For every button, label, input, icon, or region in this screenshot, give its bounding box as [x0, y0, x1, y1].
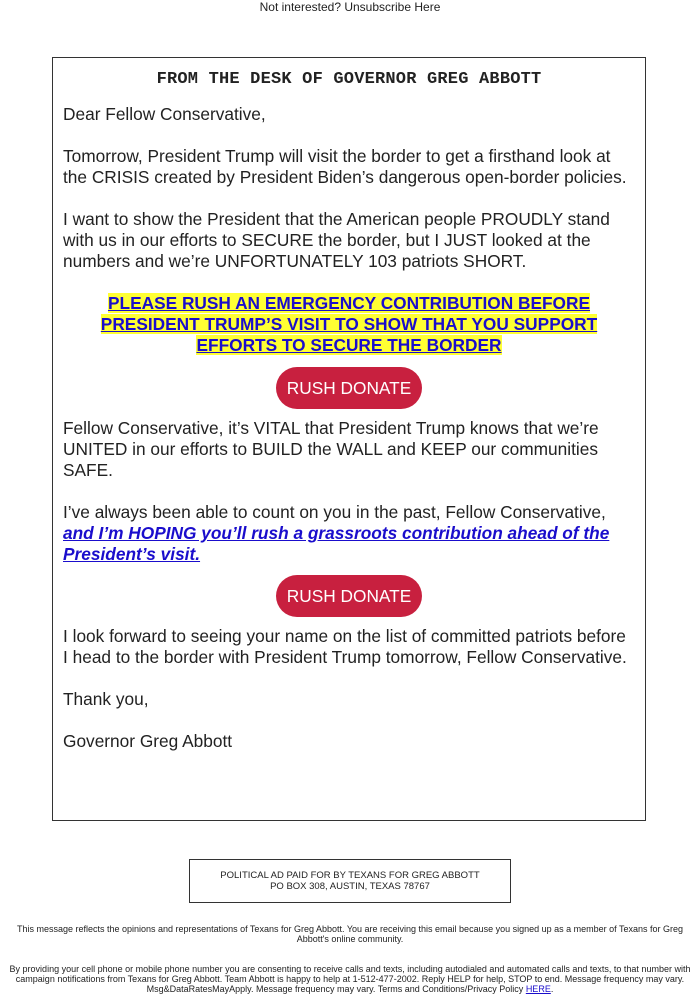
disclaimer-line-1: POLITICAL AD PAID FOR BY TEXANS FOR GREG ABBOTT: [220, 870, 480, 881]
emergency-contribution-cta: [63, 293, 635, 356]
cta-line-3: EFFORTS TO SECURE THE BORDER: [196, 335, 502, 355]
donate-button-wrap-2: [63, 575, 635, 617]
paragraph-patriots-short: I want to show the President that the American people PROUDLY stand with us in our efforts to SECURE the border, but I JUST looked at the numbers and we’re UNFORTUNATELY 103 patriots SHORT.: [63, 209, 610, 271]
disclaimer-line-2: PO BOX 308, AUSTIN, TEXAS 78767: [270, 881, 430, 892]
donate-button-wrap-1: [63, 367, 635, 409]
paid-for-disclaimer: [189, 859, 511, 903]
paragraph-vital: Fellow Conservative, it’s VITAL that President Trump knows that we’re UNITED in our efforts to BUILD the WALL and KEEP our communities SAFE.: [63, 418, 599, 480]
privacy-policy-link[interactable]: HERE: [525, 984, 551, 994]
cta-line-1: PLEASE RUSH AN EMERGENCY CONTRIBUTION BEFORE: [108, 293, 590, 313]
paragraph-count-on-you: [63, 502, 635, 565]
closing: Thank you,: [63, 689, 149, 709]
paragraph-crisis: Tomorrow, President Trump will visit the border to get a firsthand look at the CRISIS created by President Biden’s dangerous open-border policies.: [63, 146, 627, 187]
paragraph-look-forward: I look forward to seeing your name on the list of committed patriots before I head to the border with President Trump tomorrow, Fellow Conservative.: [63, 626, 627, 667]
rush-donate-button-2[interactable]: RUSH DONATE: [276, 575, 423, 617]
sms-consent-notice: [0, 964, 700, 994]
sms-consent-text: By providing your cell phone or mobile phone number you are consenting to receive calls and texts, including autodialed and automated calls and texts, to that number with campaign notifications from Texans for Greg Abbott. Team Abbott is happy to help at 1-512-477-2002. Reply HELP for help, STOP to end. Message frequency may vary. Msg&DataRatesMayApply. Message frequency may vary. Terms and Conditions/Privacy Policy: [9, 964, 691, 994]
top-bar: [0, 0, 700, 20]
signature: Governor Greg Abbott: [63, 731, 233, 751]
emergency-contribution-link[interactable]: [101, 293, 597, 355]
unsubscribe-link[interactable]: Not interested? Unsubscribe Here: [259, 0, 441, 14]
rush-donate-button-1[interactable]: RUSH DONATE: [276, 367, 423, 409]
paragraph-count-on-you-text: I’ve always been able to count on you in the past, Fellow Conservative,: [63, 502, 606, 522]
greeting: Dear Fellow Conservative,: [63, 104, 266, 124]
consent-period: .: [550, 984, 554, 994]
grassroots-contribution-link[interactable]: and I’m HOPING you’ll rush a grassroots contribution ahead of the President’s visit.: [63, 523, 610, 564]
opinions-notice: This message reflects the opinions and representations of Texans for Greg Abbott. You are receiving this email because you signed up as a member of Texans for Greg Abbott's online community.: [16, 924, 684, 944]
letter-heading: FROM THE DESK OF GOVERNOR GREG ABBOTT: [156, 70, 542, 89]
cta-line-2: PRESIDENT TRUMP’S VISIT TO SHOW THAT YOU SUPPORT: [100, 314, 598, 334]
letter-box: [52, 57, 646, 821]
